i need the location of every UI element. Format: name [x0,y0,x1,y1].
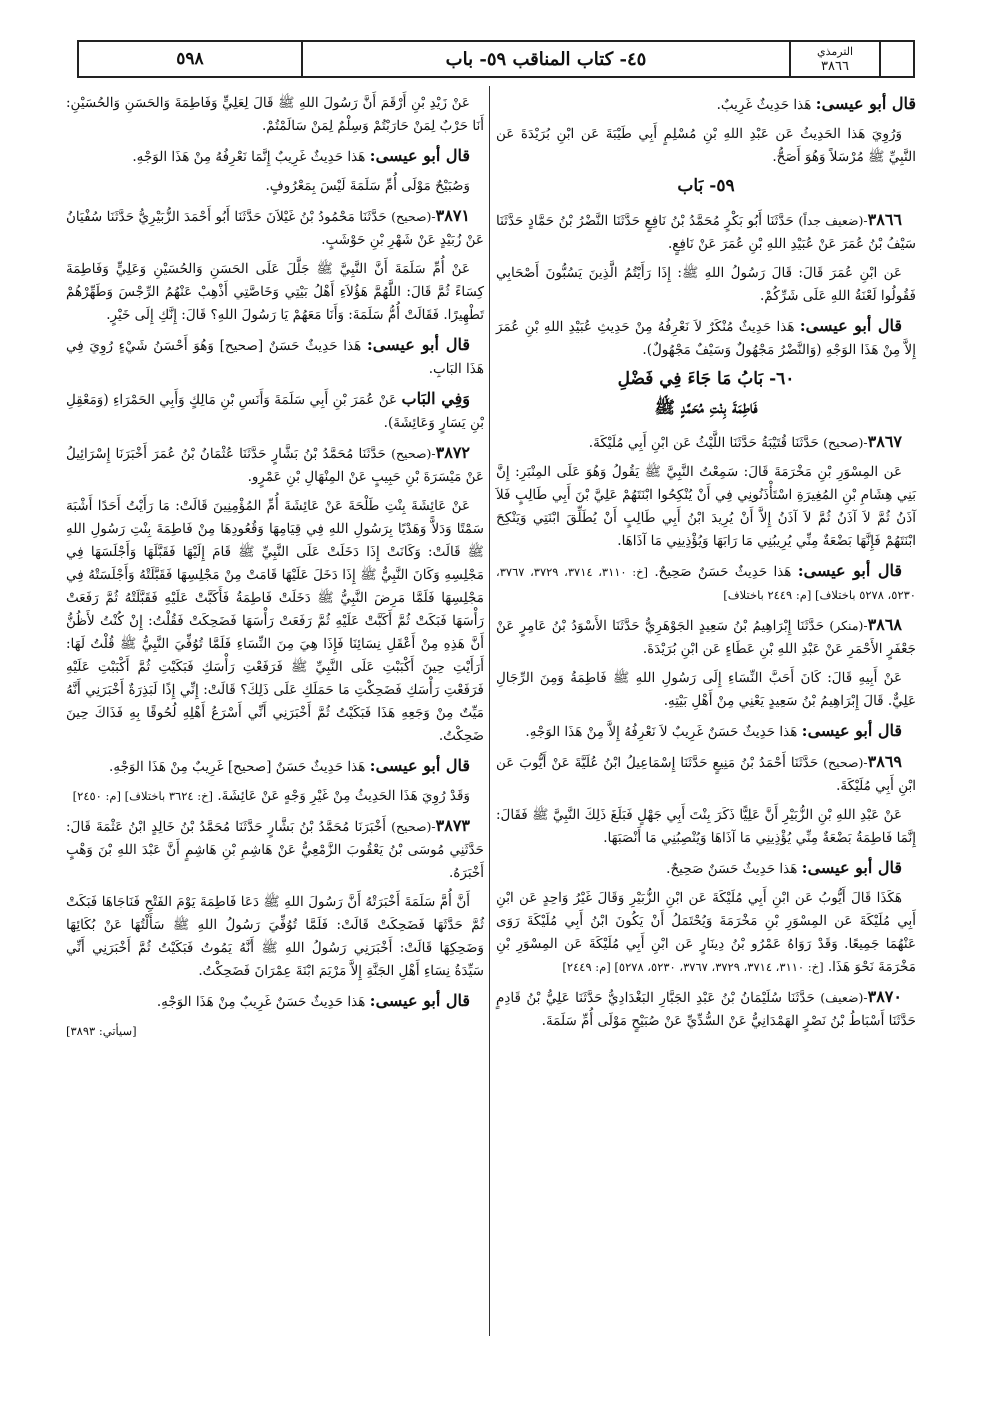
hadith-3866-matn: عَن ابْنِ عُمَرَ قَالَ: قَالَ رَسُولُ اللهِ ﷺ: إِذَا رَأَيْتُمُ الَّذِينَ يَسُبُّونَ أَصْحَابِي فَقُولُوا لَعْنَةُ اللهِ عَلَى شَرِّكُمْ. [496,265,916,304]
hadith-3866-isnad [496,208,916,256]
comment-heading: قال أبو عيسى: [369,991,470,1010]
wafil-bab-heading: وَفِي البَاب [401,389,471,408]
comment-text: هَذا حَدِيثٌ حَسَنٌ صَحِيحٌ. [666,861,798,877]
comment-text: هَذا حَدِيثٌ حَسَنٌ [صحيح] غَرِيبٌ مِنْ هَذَا الوَجْهِ. [109,759,366,775]
isnad-text: حَدَّثَنَا أَبُو بَكْرٍ مُحَمَّدُ بْنُ نَافِعٍ حَدَّثَنَا النَّضْرُ بْنُ حَمَّادٍ حَدَّثَنَا سَيْفُ بْنُ عُمَرَ عَنْ عُبَيْدِ اللهِ بْنِ عُمَرَ عَنْ نَافِعٍ. [496,213,916,252]
comment-heading: قال أبو عيسى: [801,858,902,877]
running-header [77,40,915,78]
hadith-3872-comment [66,754,484,779]
page-number: ٥٩٨ [79,42,303,76]
header-title: ٤٥- كتاب المناقب ٥٩- باب [303,42,791,76]
hadith-3873-refs [66,1020,484,1043]
hadith-grade: -(صحيح) [391,446,436,461]
hadith-number: ٣٨٧٣ [435,816,470,835]
hadith-3869-note [496,887,916,979]
isnad-text: حَدَّثَنَا أَحْمَدُ بْنُ مَنِيعٍ حَدَّثَنَا إِسْمَاعِيلُ ابْنُ عُلَيَّةَ عَنْ أَيُّوبَ عَن ابْنِ أَبِي مُلَيْكَةَ. [496,755,916,794]
hadith-grade: -(ضعيف جداً) [798,213,868,228]
comment-paragraph [496,92,916,117]
comment-heading: قال أبو عيسى: [799,316,902,335]
hadith-grade: -(ضعيف) [820,990,868,1005]
reference-note: [خ: ٣١١٠، ٣٧١٤، ٣٧٢٩، ٣٧٦٧، ٥٢٣٠، ٥٢٧٨] [م: ٢٤٤٩] [562,960,824,974]
hadith-grade: -(صحيح) [391,819,436,834]
hadith-3870-comment [66,144,484,169]
comment-heading: قال أبو عيسى: [815,94,916,113]
hadith-3870-isnad [496,985,916,1033]
column-divider [489,86,490,1336]
comment-text: هَذا حَدِيثٌ مُنْكَرٌ لاَ نَعْرِفُهُ مِنْ حَدِيثِ عُبَيْدِ اللهِ بْنِ عُمَرَ إِلاَّ مِنْ هَذَا الوَجْهِ (وَالنَّضْرُ مَجْهُولٌ وَسَيْفٌ مَجْهُولٌ). [496,319,916,358]
hadith-3872-isnad [66,441,484,489]
wafil-bab-paragraph [66,387,484,435]
hadith-3869-comment [496,856,916,881]
hadith-3869-matn: عَنْ عَبْدِ اللهِ بْنِ الزُّبَيْرِ أَنَّ عَلِيًّا ذَكَرَ بِنْتَ أَبِي جَهْلٍ فَبَلَغَ ذَلِكَ النَّبِيَّ ﷺ فَقَالَ: إِنَّمَا فَاطِمَةُ بَضْعَةٌ مِنِّي يُؤْذِينِي مَا آذَاهَا وَيُنْصِبُنِي مَا أَنْصَبَهَا. [496,807,916,846]
comment-heading: قال أبو عيسى: [369,146,470,165]
hadith-3867-isnad [496,430,916,455]
hadith-3868-isnad [496,613,916,661]
left-column [66,92,484,1049]
hadith-3871-matn: عَنْ أُمِّ سَلَمَةَ أَنَّ النَّبِيَّ ﷺ جَلَّلَ عَلَى الحَسَنِ وَالحُسَيْنِ وَعَلِيٍّ وَفَاطِمَةَ كِسَاءً ثُمَّ قَالَ: اللَّهُمَّ هَؤُلاَءِ أَهْلُ بَيْتِي وَخَاصَّتِي أَذْهِبْ عَنْهُمُ الرِّجْسَ وَطَهِّرْهُمْ تَطْهِيرًا. فَقَالَتْ أُمُّ سَلَمَةَ: وَأَنَا مَعَهُمْ يَا رَسُولَ اللهِ؟ قَالَ: إِنَّكِ إِلَى خَيْرٍ. [66,261,484,323]
right-column [496,92,916,1039]
header-book-box [791,42,879,76]
isnad-text: حَدَّثَنَا سُلَيْمَانُ بْنُ عَبْدِ الجَبَّارِ البَغْدَادِيُّ حَدَّثَنَا عَلِيُّ بْنُ قَادِمٍ حَدَّثَنَا أَسْبَاطُ بْنُ نَصْرٍ الهَمْدَانِيُّ عَنْ السُّدِّيِّ عَنْ صُبَيْحٍ مَوْلَى أُمِّ سَلَمَةَ. [496,990,916,1029]
hadith-3870-matn: عَنْ زَيْدِ بْنِ أَرْقَمَ أَنَّ رَسُولَ اللهِ ﷺ قَالَ لِعَلِيٍّ وَفَاطِمَةَ وَالحَسَنِ وَالحُسَيْنِ: أَنَا حَرْبٌ لِمَنْ حَارَبْتُمْ وَسِلْمٌ لِمَنْ سَالَمْتُمْ. [66,95,484,134]
hadith-number: ٣٨٦٦ [867,210,902,229]
hadith-3872-note [66,785,484,808]
header-book-name: الترمذي [816,45,854,58]
comment-heading: قال أبو عيسى: [369,756,470,775]
reference-note: [خ: ٣١١٠، ٣٧١٤، ٣٧٢٩، ٣٧٦٧، ٥٢٣٠، ٥٢٧٨ باختلاف] [م: ٢٤٤٩ باختلاف] [496,565,916,602]
hadith-3871-isnad [66,204,484,252]
comment-heading: قال أبو عيسى: [797,561,902,580]
comment-text: هَذا حَدِيثٌ غَرِيبٌ إِنَّمَا نَعْرِفُهُ مِنْ هَذَا الوَجْهِ. [132,149,366,165]
hadith-number: ٣٨٧٠ [867,987,902,1006]
hadith-number: ٣٨٦٩ [867,752,902,771]
hadith-3873-comment [66,989,484,1014]
hadith-grade: -(صحيح) [391,209,436,224]
chapter-heading-59: ٥٩- بَاب [677,176,735,196]
isnad-text: حَدَّثَنَا إِبْرَاهِيمُ بْنُ سَعِيدٍ الجَوْهَرِيُّ حَدَّثَنَا الأَسْوَدُ بْنُ عَامِرٍ عَنْ جَعْفَرٍ الأَحْمَرِ عَنْ عَبْدِ اللهِ بْنِ عَطَاءٍ عَن ابْنِ بُرَيْدَةَ. [496,618,916,657]
comment-heading: قال أبو عيسى: [366,335,470,354]
isnad-text: حَدَّثَنَا مُحَمَّدُ بْنُ بَشَّارٍ حَدَّثَنَا عُثْمَانُ بْنُ عُمَرَ أَخْبَرَنَا إِسْرَائِيلُ عَنْ مَيْسَرَةَ بْنِ حَبِيبٍ عَنْ المِنْهَالِ بْنِ عَمْرٍو. [66,446,484,485]
hadith-number: ٣٨٧١ [435,206,471,225]
note-text: وَقَدْ رُوِيَ هَذَا الحَدِيثُ مِنْ غَيْرِ وَجْهٍ عَنْ عَائِشَةَ. [217,788,470,804]
hadith-3873-matn: أَنَّ أُمَّ سَلَمَةَ أَخْبَرَتْهُ أَنَّ رَسُولَ اللهِ ﷺ دَعَا فَاطِمَةَ يَوْمَ الفَتْحِ فَنَاجَاهَا فَبَكَتْ ثُمَّ حَدَّثَهَا فَضَحِكَتْ قَالَتْ: فَلَمَّا تُوُفِّيَ رَسُولُ اللهِ ﷺ سَأَلْتُهَا عَنْ بُكَائِهَا وَضَحِكِهَا قَالَتْ: أَخْبَرَنِي رَسُولُ اللهِ ﷺ أَنَّهُ يَمُوتُ فَبَكَيْتُ ثُمَّ أَخْبَرَنِي أَنِّي سَيِّدَةُ نِسَاءِ أَهْلِ الجَنَّةِ إِلاَّ مَرْيَمَ ابْنَةَ عِمْرَانَ فَضَحِكْتُ. [66,894,484,979]
hadith-3873-isnad [66,814,484,885]
hadith-3871-comment [66,333,484,381]
hadith-number: ٣٨٧٢ [435,443,470,462]
hadith-3868-matn: عَنْ أَبِيهِ قَالَ: كَانَ أَحَبَّ النِّسَاءِ إِلَى رَسُولِ اللهِ ﷺ فَاطِمَةُ وَمِنَ الرِّجَالِ عَلِيٌّ. قَالَ إِبْرَاهِيمُ بْنُ سَعِيدٍ يَعْنِي مِنْ أَهْلِ بَيْتِهِ. [496,670,916,709]
chapter-heading-60-line2: فَاطِمَةَ بِنْتِ مُحَمَّدٍ ﷺ [654,398,758,418]
comment-text: هَذا حَدِيثٌ حَسَنٌ صَحِيحٌ. [654,564,792,580]
hadith-3867-comment [496,559,916,607]
header-corner-tab [879,42,913,76]
hadith-3866-comment [496,314,916,362]
isnad-text: أَخْبَرَنَا مُحَمَّدُ بْنُ بَشَّارٍ حَدَّثَنَا مُحَمَّدُ بْنُ خَالِدٍ ابْنُ عَثْمَةَ قَالَ: حَدَّثَنِي مُوسَى بْنُ يَعْقُوبَ الزَّمْعِيُّ عَنْ هَاشِمِ بْنِ هَاشِمٍ أَنَّ عَبْدَ اللهِ بْنَ وَهْبٍ أَخْبَرَهُ. [66,819,484,881]
note-text: هَكَذَا قَالَ أَيُّوبُ عَن ابْنِ أَبِي مُلَيْكَةَ عَن ابْنِ الزُّبَيْرِ وَقَالَ غَيْرُ وَاحِدٍ عَن ابْنِ أَبِي مُلَيْكَةَ عَن المِسْوَرِ بْنِ مَخْرَمَةَ وَيُحْتَمَلُ أَنْ يَكُونَ ابْنُ أَبِي مُلَيْكَةَ رَوَى عَنْهُمَا جَمِيعًا. وَقَدْ رَوَاهُ عَمْرُو بْنُ دِينَارٍ عَن ابْنِ أَبِي مُلَيْكَةَ عَن المِسْوَرِ بْنِ مَخْرَمَةَ نَحْوَ هَذَا. [496,890,916,975]
wafil-bab-text: عَنْ عُمَرَ بْنِ أَبِي سَلَمَةَ وَأَنَسِ بْنِ مَالِكٍ وَأَبِي الحَمْرَاءِ (وَمَعْقِلِ بْنِ يَسَارٍ وَعَائِشَةَ). [66,392,484,431]
hadith-3867-matn: عَن المِسْوَرِ بْنِ مَخْرَمَةَ قَالَ: سَمِعْتُ النَّبِيَّ ﷺ يَقُولُ وَهُوَ عَلَى المِنْبَرِ: إِنَّ بَنِي هِشَامِ بْنِ المُغِيرَةِ اسْتَأْذَنُونِي فِي أَنْ يُنْكِحُوا ابْنَتَهُمْ عَلِيَّ بْنَ أَبِي طَالِبٍ فَلاَ آذَنُ ثُمَّ لاَ آذَنُ ثُمَّ لاَ آذَنُ إِلاَّ أَنْ يُرِيدَ ابْنُ أَبِي طَالِبٍ أَنْ يُطَلِّقَ ابْنَتِي وَيَنْكِحَ ابْنَتَهُمْ فَإِنَّهَا بَضْعَةٌ مِنِّي يُرِيبُنِي مَا رَابَهَا وَيُؤْذِينِي مَا آذَاهَا. [496,464,916,549]
hadith-grade: -(صحيح) [823,435,868,450]
reference-note: [سيأتي: ٣٨٩٣] [66,1024,137,1038]
hadith-3870-note: وَصُبَيْحٌ مَوْلَى أُمِّ سَلَمَةَ لَيْسَ بِمَعْرُوفٍ. [265,178,470,194]
comment-heading: قال أبو عيسى: [801,721,902,740]
comment-text: هَذا حَدِيثٌ حَسَنٌ [صحيح] وَهُوَ أَحْسَنُ شَيْءٍ رُوِيَ فِي هَذَا البَابِ. [66,338,484,377]
hadith-number: ٣٨٦٧ [867,432,902,451]
comment-text: هَذا حَدِيثٌ حَسَنٌ غَرِيبٌ لاَ نَعْرِفُهُ إِلاَّ مِنْ هَذَا الوَجْهِ. [525,724,798,740]
hadith-3868-comment [496,719,916,744]
reference-note: [خ: ٣٦٢٤ باختلاف] [م: ٢٤٥٠] [72,789,214,803]
comment-text: هَذا حَدِيثٌ غَرِيبٌ. [716,97,812,113]
isnad-text: حَدَّثَنَا مَحْمُودُ بْنُ غَيْلاَنَ حَدَّثَنَا أَبُو أَحْمَدَ الزُّبَيْرِيُّ حَدَّثَنَا سُفْيَانُ عَنْ زُبَيْدٍ عَنْ شَهْرِ بْنِ حَوْشَبٍ. [66,209,484,248]
hadith-grade: -(صحيح) [823,755,868,770]
note-paragraph: وَرُوِيَ هَذا الحَدِيثُ عَن عَبْدِ اللهِ بْنِ مُسْلِمٍ أَبِي طَيْبَةَ عَن ابْنِ بُرَيْدَةَ عَن النَّبِيِّ ﷺ مُرْسَلاً وَهُوَ أَصَحُّ. [496,126,916,165]
hadith-number: ٣٨٦٨ [867,615,902,634]
hadith-grade: -(منكر) [829,618,868,633]
isnad-text: حَدَّثَنَا قُتَيْبَةُ حَدَّثَنَا اللَّيْثُ عَن ابْنِ أَبِي مُلَيْكَةَ. [588,435,819,451]
hadith-3872-matn: عَنْ عَائِشَةَ بِنْتِ طَلْحَةَ عَنْ عَائِشَةَ أُمِّ المُؤْمِنِينَ قَالَتْ: مَا رَأَيْتُ أَحَدًا أَشْبَهَ سَمْتًا وَدَلاًّ وَهَدْيًا بِرَسُولِ اللهِ فِي قِيَامِهَا وَقُعُودِهَا مِنْ فَاطِمَةَ بِنْتِ رَسُولِ اللهِ ﷺ قَالَتْ: وَكَانَتْ إِذَا دَخَلَتْ عَلَى النَّبِيِّ ﷺ قَامَ إِلَيْهَا فَقَبَّلَهَا وَأَجْلَسَهَا فِي مَجْلِسِهِ وَكَانَ النَّبِيُّ ﷺ إِذَا دَخَلَ عَلَيْهَا قَامَتْ مِنْ مَجْلِسِهَا فَقَبَّلَتْهُ وَأَجْلَسَتْهُ فِي مَجْلِسِهَا فَلَمَّا مَرِضَ النَّبِيُّ ﷺ دَخَلَتْ فَاطِمَةُ فَأَكَبَّتْ عَلَيْهِ فَقَبَّلَتْهُ ثُمَّ رَفَعَتْ رَأْسَهَا فَبَكَتْ ثُمَّ أَكَبَّتْ عَلَيْهِ ثُمَّ رَفَعَتْ رَأْسَهَا فَضَحِكَتْ فَقُلْتُ: إِنْ كُنْتُ لأَظُنُّ أَنَّ هَذِهِ مِنْ أَعْقَلِ نِسَائِنَا فَإِذَا هِيَ مِنَ النِّسَاءِ فَلَمَّا تُوُفِّيَ النَّبِيُّ ﷺ قُلْتُ لَهَا: أَرَأَيْتِ حِينَ أَكْبَبْتِ عَلَى النَّبِيِّ ﷺ فَرَفَعْتِ رَأْسَكِ فَبَكَيْتِ ثُمَّ أَكْبَبْتِ عَلَيْهِ فَرَفَعْتِ رَأْسَكِ فَضَحِكْتِ مَا حَمَلَكِ عَلَى ذَلِكَ؟ قَالَتْ: إِنِّي إِذًا لَبَذِرَةٌ أَخْبَرَنِي أَنَّهُ مَيِّتٌ مِنْ وَجَعِهِ هَذَا فَبَكَيْتُ ثُمَّ أَخْبَرَنِي أَنِّي أَسْرَعُ أَهْلِهِ لُحُوقًا بِهِ فَذَاكَ حِينَ ضَحِكْتُ. [66,498,484,744]
header-hadith-number: ٣٨٦٦ [821,59,849,74]
chapter-heading-60-line1: ٦٠- بَابُ مَا جَاءَ فِي فَضْلِ [617,369,795,389]
comment-text: هَذا حَدِيثٌ حَسَنٌ غَرِيبٌ مِنْ هَذَا الوَجْهِ. [156,994,366,1010]
hadith-3869-isnad [496,750,916,798]
